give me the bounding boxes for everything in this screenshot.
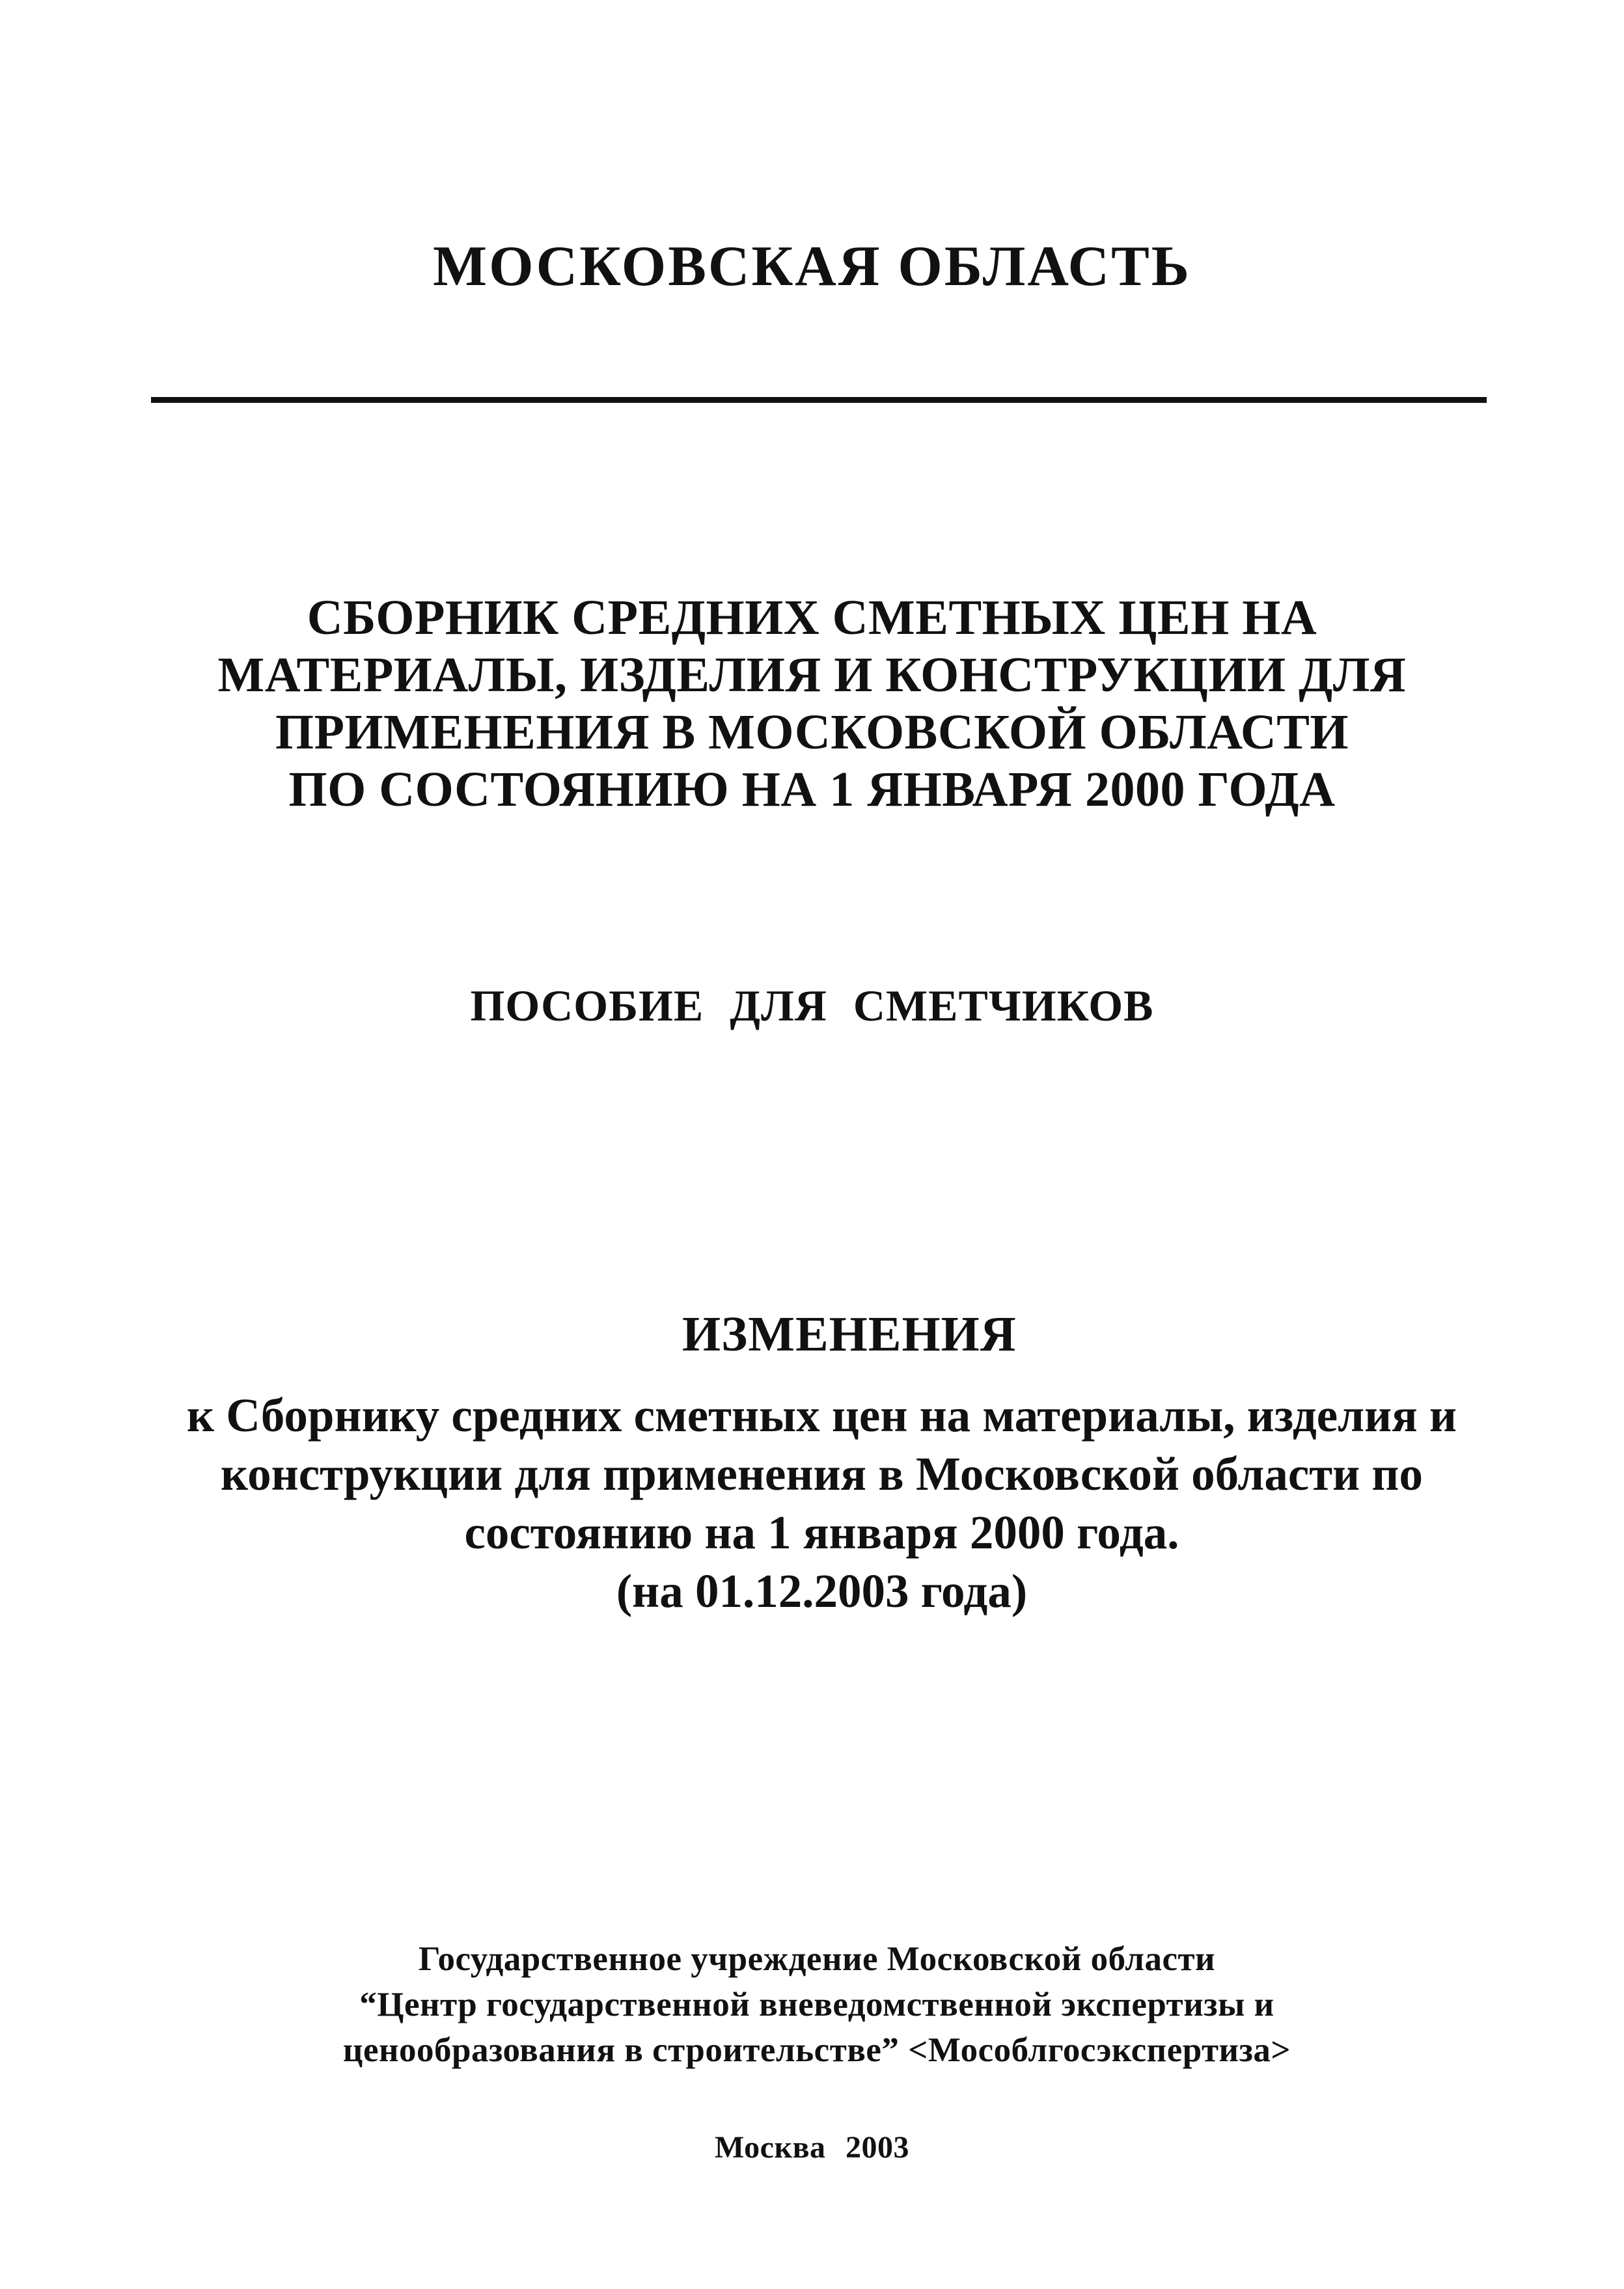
changes-line-2: конструкции для применения в Московской области по (221, 1447, 1423, 1500)
organization-line-2: “Центр государственной вневедомственной экспертизы и (359, 1986, 1274, 2023)
region-heading: МОСКОВСКАЯ ОБЛАСТЬ (433, 235, 1191, 298)
document-subtitle: ПОСОБИЕ ДЛЯ СМЕТЧИКОВ (470, 981, 1154, 1030)
changes-description (156, 1386, 1487, 1621)
changes-heading: ИЗМЕНЕНИЯ (682, 1307, 1017, 1362)
organization-name (293, 1936, 1341, 2073)
title-line-4: ПО СОСТОЯНИЮ НА 1 ЯНВАРЯ 2000 ГОДА (288, 762, 1336, 817)
organization-line-1: Государственное учреждение Московской области (418, 1940, 1216, 1978)
changes-line-3: состоянию на 1 января 2000 года. (464, 1506, 1179, 1559)
place-and-year: Москва 2003 (714, 2130, 910, 2165)
title-line-1: СБОРНИК СРЕДНИХ СМЕТНЫХ ЦЕН НА (307, 590, 1317, 645)
changes-line-4: (на 01.12.2003 года) (616, 1565, 1028, 1617)
horizontal-rule (151, 397, 1487, 403)
title-line-2: МАТЕРИАЛЫ, ИЗДЕЛИЯ И КОНСТРУКЦИИ ДЛЯ (217, 648, 1407, 702)
title-line-3: ПРИМЕНЕНИЯ В МОСКОВСКОЙ ОБЛАСТИ (275, 705, 1349, 760)
organization-line-3: ценообразования в строительстве” <Мособлгосэкспертиза> (342, 2031, 1291, 2069)
changes-line-1: к Сборнику средних сметных цен на материалы, изделия и (186, 1389, 1457, 1442)
document-title (0, 589, 1624, 818)
